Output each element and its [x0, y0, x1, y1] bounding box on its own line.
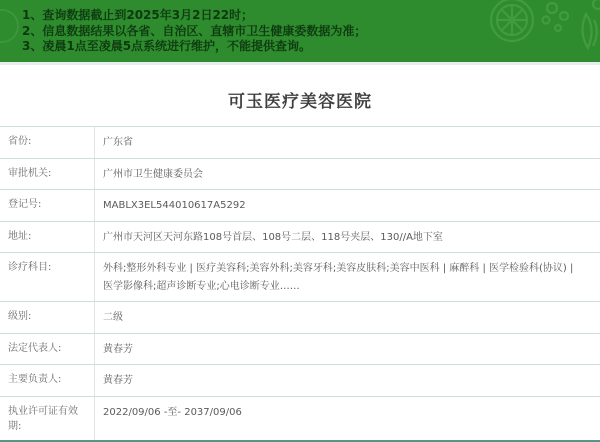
table-row-main-person-in-charge: [0, 365, 600, 397]
field-label: 审批机关:: [0, 159, 95, 190]
field-label: 地址:: [0, 222, 95, 253]
field-value: 2022/09/06 -至- 2037/09/06: [103, 406, 242, 418]
field-label: 省份:: [0, 127, 95, 158]
table-row-legal-representative: [0, 334, 600, 366]
table-row-approval-authority: [0, 159, 600, 191]
field-value: 广州市卫生健康委员会: [103, 168, 203, 180]
table-row-treatment-subjects: [0, 253, 600, 302]
notice-line-2: 2、信息数据结果以各省、自治区、直辖市卫生健康委数据为准；: [22, 23, 367, 38]
hospital-name-title: 可玉医疗美容医院: [228, 92, 372, 112]
table-row-address: [0, 222, 600, 254]
field-label: 诊疗科目:: [0, 253, 95, 301]
table-row-province: [0, 127, 600, 159]
field-label: 级别:: [0, 302, 95, 333]
field-value: 黄春芳: [103, 375, 133, 386]
field-value: 外科;整形外科专业 | 医疗美容科;美容外科;美容牙科;美容皮肤科;美容中医科 | 麻醉科 | 医学检验科(协议) | 医学影像科;超声诊断专业;心电诊断专业……: [103, 263, 574, 292]
field-label: 登记号:: [0, 190, 95, 221]
notice-banner: [0, 0, 600, 62]
table-row-license-validity: [0, 397, 600, 442]
table-row-level: [0, 302, 600, 334]
hospital-info-table: [0, 126, 600, 442]
notice-line-1: 1、查询数据截止到2025年3月2日22时；: [22, 8, 254, 22]
table-row-registration-number: [0, 190, 600, 222]
field-label: 法定代表人:: [0, 334, 95, 365]
field-value: 黄春芳: [103, 343, 133, 355]
field-value: 二级: [103, 312, 123, 323]
field-label: 执业许可证有效期:: [0, 397, 95, 440]
field-value: MABLX3EL544010617A5292: [103, 200, 246, 211]
field-value: 广东省: [103, 137, 133, 148]
notice-line-3: 3、凌晨1点至凌晨5点系统进行维护，不能提供查询。: [22, 39, 312, 53]
field-value: 广州市天河区天河东路108号首层、108号二层、118号夹层、130//A地下室: [103, 231, 443, 243]
field-label: 主要负责人:: [0, 365, 95, 396]
